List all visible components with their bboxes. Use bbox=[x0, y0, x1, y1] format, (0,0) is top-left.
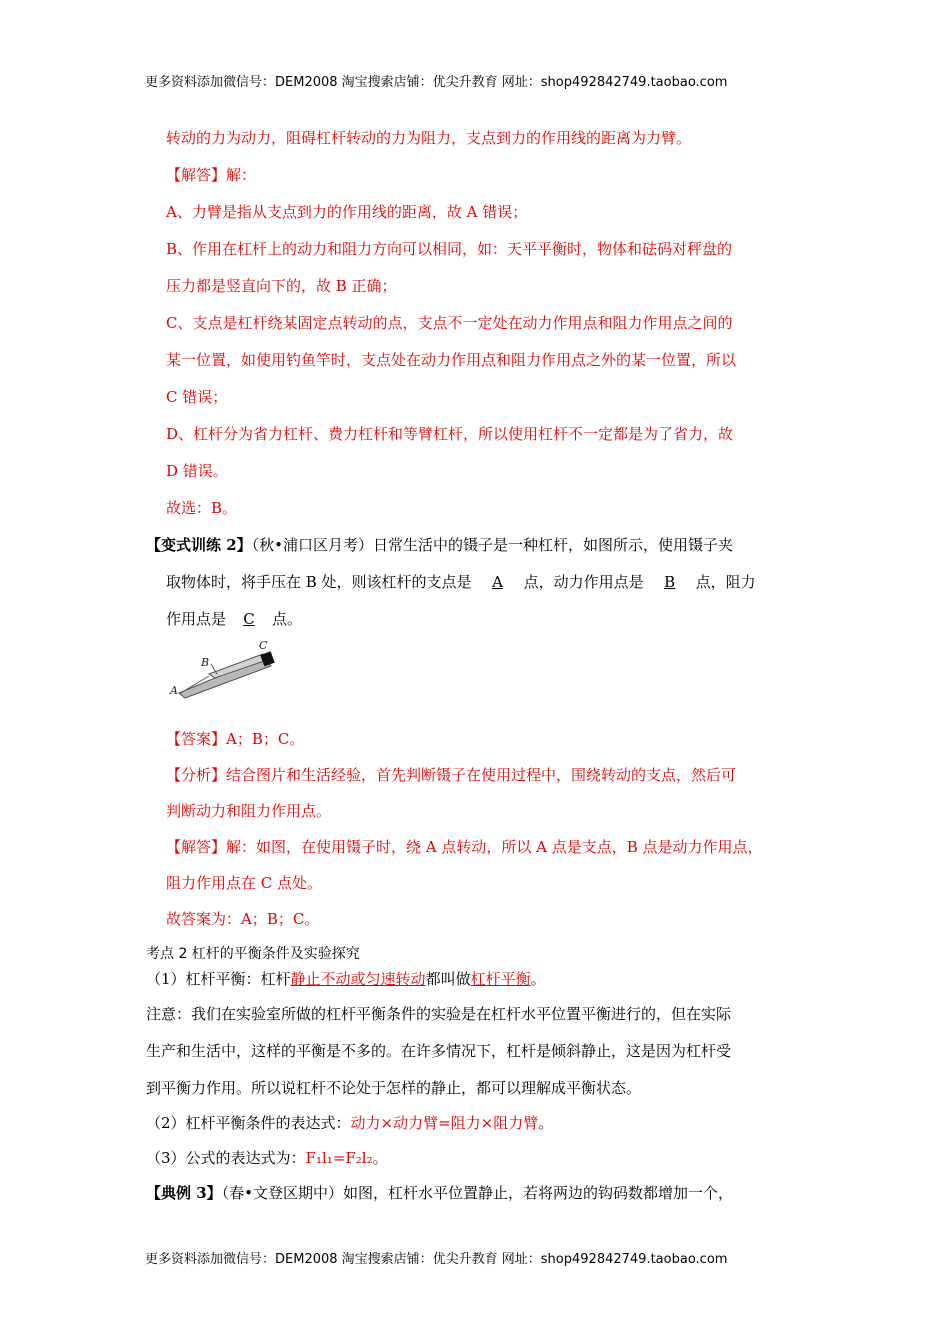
balance-formula-words: 动力×动力臂=阻力×阻力臂 bbox=[350, 1114, 539, 1132]
balance-formula: F₁l₁=F₂l₂ bbox=[305, 1149, 373, 1167]
option-c-explanation: C、支点是杠杆绕某固定点转动的点，支点不一定处在动力作用点和阻力作用点之间的 bbox=[166, 314, 733, 332]
exercise-tag: 【变式训练 2】 bbox=[146, 536, 252, 554]
option-d-explanation-end: D 错误。 bbox=[166, 462, 228, 480]
answer-blank-load-point: C bbox=[243, 610, 255, 628]
definition-text: （1）杠杆平衡：杠杆 bbox=[146, 970, 291, 988]
condition-text: （2）杠杆平衡条件的表达式： bbox=[146, 1114, 351, 1132]
example-text: （春•文登区期中）如图，杠杆水平位置静止，若将两边的钩码数都增加一个， bbox=[221, 1184, 734, 1202]
question-text: 点，阻力 bbox=[695, 573, 756, 591]
label-a: A bbox=[170, 684, 178, 697]
label-c: C bbox=[259, 639, 268, 652]
option-d-explanation: D、杠杆分为省力杠杆、费力杠杆和等臂杠杆，所以使用杠杆不一定都是为了省力，故 bbox=[166, 425, 734, 443]
exercise-answer: 【答案】A；B；C。 bbox=[166, 730, 305, 748]
section-title: 考点 2 杠杆的平衡条件及实验探究 bbox=[146, 946, 360, 962]
tweezers-figure bbox=[165, 636, 280, 706]
formula-text: 。 bbox=[372, 1149, 388, 1167]
note-line1: 注意：我们在实验室所做的杠杆平衡条件的实验是在杠杆水平位置平衡进行的，但在实际 bbox=[146, 1005, 732, 1023]
example-3-question bbox=[146, 1183, 733, 1203]
option-c-explanation-end: C 错误； bbox=[166, 388, 228, 406]
definition-text: 都叫做 bbox=[425, 970, 471, 988]
formula-expression bbox=[146, 1148, 388, 1168]
option-a-explanation: A、力臂是指从支点到力的作用线的距离，故 A 错误； bbox=[166, 203, 528, 221]
exercise-analysis: 【分析】结合图片和生活经验，首先判断镊子在使用过程中，围绕转动的支点，然后可 bbox=[166, 766, 737, 784]
page-header: 更多资料添加微信号：DEM2008 淘宝搜索店铺：优尖升教育 网址：shop492842749.taobao.com bbox=[145, 75, 728, 90]
exercise-solution: 【解答】解：如图，在使用镊子时，绕 A 点转动，所以 A 点是支点，B 点是动力作用点， bbox=[166, 838, 763, 856]
choice-result: 故选：B。 bbox=[166, 499, 238, 517]
question-text: 点。 bbox=[272, 610, 303, 628]
exercise-question-line1 bbox=[146, 535, 733, 555]
definition-text: 。 bbox=[530, 970, 546, 988]
note-line3: 到平衡力作用。所以说杠杆不论处于怎样的静止，都可以理解成平衡状态。 bbox=[146, 1079, 642, 1097]
exercise-question-line3 bbox=[166, 609, 302, 629]
tweezers-lower-arm bbox=[179, 658, 271, 698]
solution-heading: 【解答】解： bbox=[166, 166, 257, 184]
answer-blank-effort-point: B bbox=[664, 573, 676, 591]
answer-blank-fulcrum: A bbox=[492, 573, 503, 591]
exercise-question-line2 bbox=[166, 572, 756, 592]
exercise-text: （秋•浦口区月考）日常生活中的镊子是一种杠杆，如图所示，使用镊子夹 bbox=[251, 536, 734, 554]
exercise-analysis-cont: 判断动力和阻力作用点。 bbox=[166, 802, 332, 820]
question-text: 作用点是 bbox=[166, 610, 227, 628]
condition-text: 。 bbox=[538, 1114, 554, 1132]
exercise-final-answer: 故答案为：A；B；C。 bbox=[166, 910, 320, 928]
highlight-static-or-uniform: 静止不动或匀速转动 bbox=[290, 970, 426, 988]
question-text: 点，动力作用点是 bbox=[523, 573, 644, 591]
label-b: B bbox=[201, 656, 210, 669]
option-b-explanation-cont: 压力都是竖直向下的，故 B 正确； bbox=[166, 277, 397, 295]
example-tag: 【典例 3】 bbox=[146, 1184, 222, 1202]
explanation-line: 转动的力为动力，阻碍杠杆转动的力为阻力，支点到力的作用线的距离为力臂。 bbox=[166, 129, 692, 147]
option-c-explanation-cont: 某一位置，如使用钓鱼竿时，支点处在动力作用点和阻力作用点之外的某一位置，所以 bbox=[166, 351, 737, 369]
note-line2: 生产和生活中，这样的平衡是不多的。在许多情况下，杠杆是倾斜静止，这是因为杠杆受 bbox=[146, 1042, 732, 1060]
formula-text: （3）公式的表达式为： bbox=[146, 1149, 306, 1167]
lever-balance-definition bbox=[146, 969, 546, 989]
exercise-solution-cont: 阻力作用点在 C 点处。 bbox=[166, 874, 323, 892]
page-footer: 更多资料添加微信号：DEM2008 淘宝搜索店铺：优尖升教育 网址：shop492842749.taobao.com bbox=[145, 1252, 728, 1267]
option-b-explanation: B、作用在杠杆上的动力和阻力方向可以相同，如：天平平衡时，物体和砝码对秤盘的 bbox=[166, 240, 733, 258]
question-text: 取物体时，将手压在 B 处，则该杠杆的支点是 bbox=[166, 573, 472, 591]
balance-condition bbox=[146, 1113, 553, 1133]
highlight-lever-balance: 杠杆平衡 bbox=[470, 970, 531, 988]
